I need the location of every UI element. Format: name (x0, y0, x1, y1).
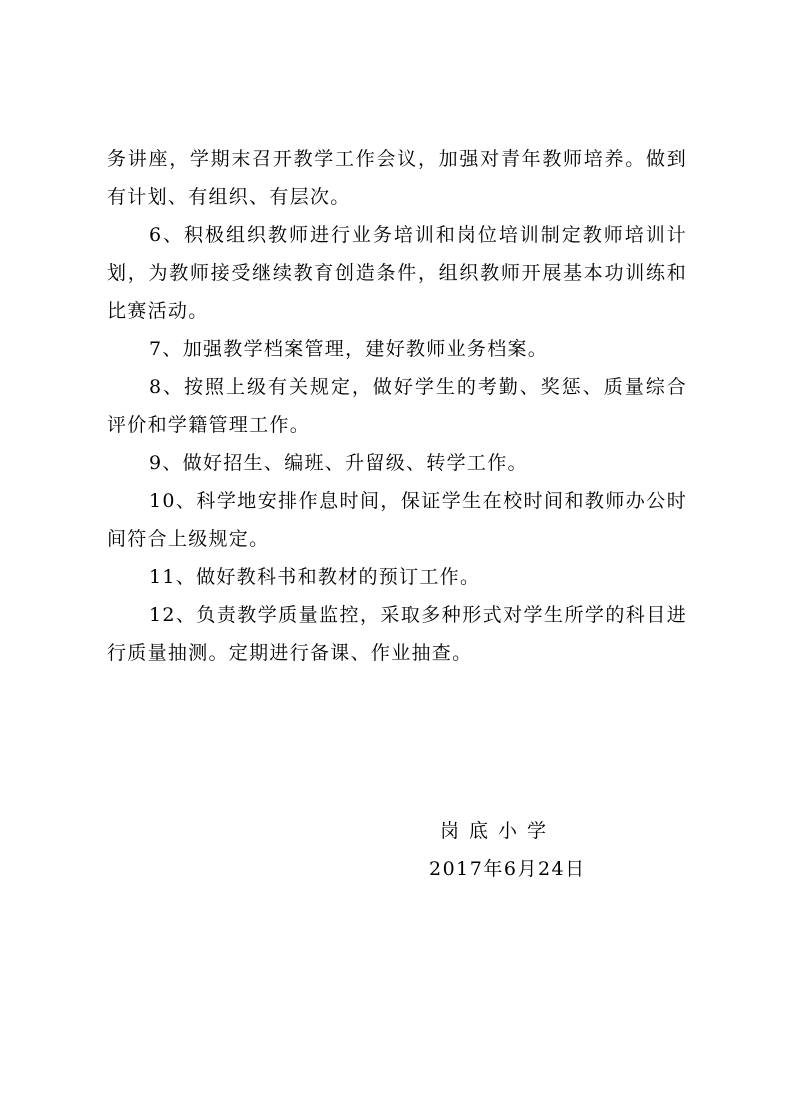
paragraph-item-10: 10、科学地安排作息时间，保证学生在校时间和教师办公时间符合上级规定。 (107, 490, 687, 550)
signature-organization: 岗底小学 (440, 820, 557, 842)
paragraph-item-11: 11、做好教科书和教材的预订工作。 (149, 566, 481, 588)
paragraph-item-7: 7、加强教学档案管理，建好教师业务档案。 (149, 338, 549, 360)
signature-block (420, 812, 620, 888)
paragraph-item-12: 12、负责教学质量监控，采取多种形式对学生所学的科目进行质量抽测。定期进行备课、作业抽查。 (107, 604, 687, 664)
paragraph-item-8: 8、按照上级有关规定，做好学生的考勤、奖惩、质量综合评价和学籍管理工作。 (107, 376, 687, 436)
signature-date: 2017年6月24日 (429, 858, 586, 880)
document-body (107, 140, 687, 672)
paragraph-item-9: 9、做好招生、编班、升留级、转学工作。 (149, 452, 528, 474)
paragraph-item-6: 6、积极组织教师进行业务培训和岗位培训制定教师培训计划，为教师接受继续教育创造条件，组织教师开展基本功训练和比赛活动。 (107, 224, 687, 322)
paragraph-continuation: 务讲座，学期末召开教学工作会议，加强对青年教师培养。做到有计划、有组织、有层次。 (107, 148, 687, 208)
